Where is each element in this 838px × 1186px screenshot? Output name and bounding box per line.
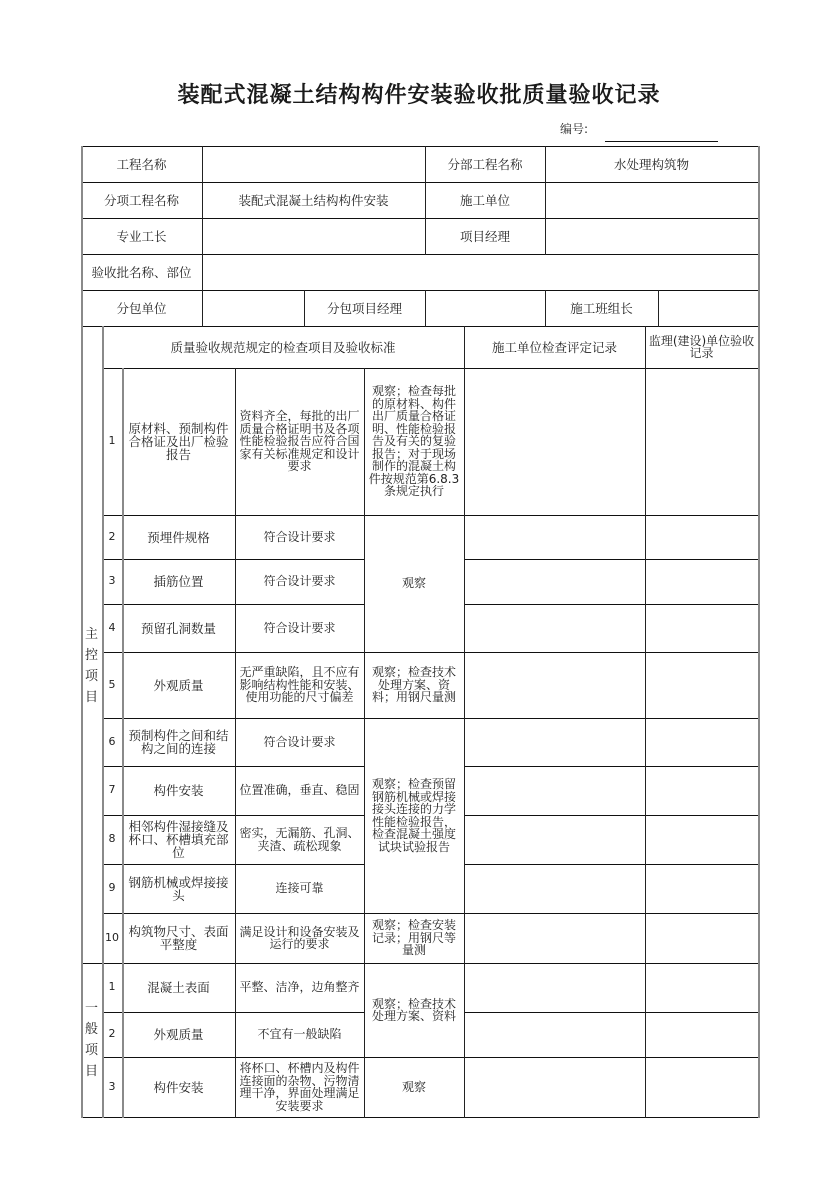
method-10: 观察；检查安装记录；用钢尺等量测 — [371, 918, 456, 958]
grid-line — [364, 652, 465, 653]
supervisor-record-cell[interactable] — [645, 1057, 758, 1117]
grid-line — [464, 864, 759, 865]
category-char: 主 — [84, 626, 98, 642]
grid-line — [464, 604, 759, 605]
grid-line — [425, 146, 426, 255]
subitem-label: 分项工程名称 — [103, 192, 179, 208]
grid-line — [81, 963, 759, 964]
item-number: 3 — [108, 574, 116, 588]
grid-line — [464, 1012, 759, 1013]
grid-line — [364, 718, 465, 719]
contractor-record-cell[interactable] — [464, 515, 645, 559]
division-label: 分部工程名称 — [447, 156, 523, 172]
grid-line — [102, 604, 365, 605]
contractor-record-cell[interactable] — [464, 368, 645, 515]
item-standard: 连接可靠 — [275, 881, 324, 896]
method-6-9: 观察；检查预留钢筋机械或焊接接头连接的力学性能检验报告，检查混凝土强度试块试验报告 — [371, 777, 456, 854]
contractor-record-cell[interactable] — [464, 652, 645, 718]
item-number: 7 — [108, 783, 116, 797]
item-standard: 符合设计要求 — [263, 529, 336, 544]
grid-line — [102, 1012, 365, 1013]
contractor-record-cell[interactable] — [464, 604, 645, 652]
grid-line — [102, 864, 365, 865]
grid-line — [464, 515, 759, 516]
grid-line — [102, 766, 365, 767]
item-number: 10 — [105, 930, 119, 944]
contractor-record-cell[interactable] — [464, 1012, 645, 1057]
grid-line — [235, 368, 236, 1118]
item-standard: 无严重缺陷，且不应有影响结构性能和安装、使用功能的尺寸偏差 — [239, 665, 360, 705]
item-standard: 不宜有一般缺陷 — [257, 1027, 342, 1042]
grid-line — [464, 718, 759, 719]
grid-line — [658, 290, 659, 327]
grid-line — [122, 368, 124, 1118]
category-char: 控 — [84, 647, 98, 663]
contractor-record-cell[interactable] — [464, 815, 645, 864]
code-field[interactable] — [605, 141, 718, 142]
supervisor-record-cell[interactable] — [645, 963, 758, 1012]
item-name: 预制构件之间和结构之间的连接 — [128, 728, 229, 756]
grid-line — [81, 254, 759, 255]
grid-line — [102, 326, 104, 1118]
item-name: 预埋件规格 — [147, 529, 210, 545]
grid-line — [464, 815, 759, 816]
contractor-label: 施工单位 — [459, 192, 510, 208]
supervisor-record-cell[interactable] — [645, 1012, 758, 1057]
item-number: 9 — [108, 881, 116, 895]
batch-value[interactable] — [202, 254, 758, 290]
category-char: 项 — [84, 668, 98, 684]
category-char: 项 — [84, 1043, 98, 1058]
contractor-value[interactable] — [545, 182, 758, 218]
supervisor-record-cell[interactable] — [645, 652, 758, 718]
item-standard: 满足设计和设备安装及运行的要求 — [239, 924, 360, 951]
grid-line — [81, 218, 759, 219]
item-number: 2 — [108, 529, 116, 543]
grid-line — [464, 913, 759, 914]
item-standard: 符合设计要求 — [263, 574, 336, 589]
item-standard: 密实，无漏筋、孔洞、夹渣、疏松现象 — [239, 826, 360, 853]
grid-line — [81, 146, 759, 147]
general-method-1-2: 观察；检查技术处理方案、资料 — [371, 996, 456, 1023]
item-number: 4 — [108, 620, 116, 634]
contractor-record-cell[interactable] — [464, 963, 645, 1012]
standard-header: 质量验收规范规定的检查项目及验收标准 — [170, 339, 396, 355]
item-number: 6 — [108, 734, 116, 748]
subitem-value[interactable]: 装配式混凝土结构构件安装 — [238, 192, 389, 208]
grid-line — [102, 368, 759, 369]
category-char: 般 — [84, 1022, 98, 1037]
item-number: 2 — [108, 1027, 116, 1041]
grid-line — [304, 290, 305, 327]
supervisor-record-cell[interactable] — [645, 718, 758, 766]
main-control-category — [81, 368, 102, 963]
item-standard: 位置准确，垂直、稳固 — [239, 783, 360, 798]
grid-line — [545, 146, 546, 255]
item-name: 外观质量 — [153, 1027, 204, 1042]
supervisor-record-cell[interactable] — [645, 559, 758, 604]
item-name: 构件安装 — [153, 1079, 204, 1095]
method-1: 观察；检查每批的原材料、构件出厂质量合格证明、性能检验报告及有关的复验报告；对于现场制作的混凝土构件按规范第6.8.3条规定执行 — [368, 384, 460, 499]
category-char: 目 — [84, 689, 98, 705]
grid-line — [464, 766, 759, 767]
grid-line — [202, 146, 203, 327]
grid-line — [102, 718, 365, 719]
item-name: 外观质量 — [153, 677, 204, 693]
category-char: 一 — [84, 1001, 98, 1016]
foreman-value[interactable] — [202, 218, 425, 254]
grid-line — [102, 515, 365, 516]
general-category — [81, 963, 102, 1117]
item-standard: 符合设计要求 — [263, 734, 336, 749]
page-title: 装配式混凝土结构构件安装验收批质量验收记录 — [177, 83, 661, 108]
division-value[interactable]: 水处理构筑物 — [613, 156, 689, 172]
grid-line — [645, 326, 646, 1118]
item-number: 5 — [108, 677, 116, 691]
team-leader-value[interactable] — [658, 290, 758, 326]
grid-line — [364, 515, 465, 516]
item-number: 1 — [108, 434, 116, 448]
grid-line — [758, 146, 760, 1118]
grid-line — [102, 559, 365, 560]
project-name-label: 工程名称 — [116, 156, 167, 172]
supervisor-record-cell[interactable] — [645, 368, 758, 515]
sub-pm-value[interactable] — [425, 290, 545, 326]
grid-line — [102, 815, 365, 816]
item-standard: 将杯口、杯槽内及构件连接面的杂物、污物清理干净，界面处理满足安装要求 — [239, 1061, 360, 1113]
grid-line — [425, 290, 426, 327]
grid-line — [81, 146, 83, 1118]
item-standard: 平整、洁净，边角整齐 — [239, 980, 360, 995]
category-char: 目 — [84, 1064, 98, 1079]
batch-label: 验收批名称、部位 — [91, 264, 192, 280]
item-number: 8 — [108, 832, 116, 846]
grid-line — [364, 1057, 465, 1058]
code-label: 编号: — [560, 122, 589, 136]
grid-line — [102, 652, 365, 653]
contractor-record-cell[interactable] — [464, 913, 645, 963]
method-2-4: 观察 — [401, 576, 426, 591]
item-name: 预留孔洞数量 — [140, 620, 216, 636]
grid-line — [464, 1057, 759, 1058]
pm-value[interactable] — [545, 218, 758, 254]
item-standard: 资料齐全，每批的出厂质量合格证明书及各项性能检验报告应符合国家有关标准规定和设计要求 — [239, 409, 360, 474]
contractor-record-cell[interactable] — [464, 718, 645, 766]
supervisor-record-cell[interactable] — [645, 604, 758, 652]
grid-line — [545, 290, 546, 327]
grid-line — [81, 1117, 759, 1118]
supervisor-record-cell[interactable] — [645, 766, 758, 815]
grid-line — [464, 559, 759, 560]
item-name: 插筋位置 — [153, 574, 204, 589]
grid-line — [364, 368, 365, 1118]
contractor-record-cell[interactable] — [464, 1057, 645, 1117]
supervisor-record-header: 监理(建设)单位验收记录 — [648, 333, 755, 360]
sub-pm-label: 分包项目经理 — [326, 300, 402, 316]
contractor-record-cell[interactable] — [464, 559, 645, 604]
item-number: 1 — [108, 980, 116, 994]
supervisor-record-cell[interactable] — [645, 913, 758, 963]
supervisor-record-cell[interactable] — [645, 864, 758, 913]
item-name: 原材料、预制构件合格证及出厂检验报告 — [128, 421, 229, 462]
sub-unit-label: 分包单位 — [116, 300, 167, 316]
grid-line — [81, 182, 759, 183]
team-leader-label: 施工班组长 — [570, 300, 633, 316]
contractor-record-header: 施工单位检查评定记录 — [491, 339, 617, 355]
item-standard: 符合设计要求 — [263, 620, 336, 635]
grid-line — [464, 652, 759, 653]
item-name: 构筑物尺寸、表面平整度 — [128, 924, 229, 952]
item-number: 3 — [108, 1079, 116, 1093]
sub-unit-value[interactable] — [202, 290, 304, 326]
contractor-record-cell[interactable] — [464, 766, 645, 815]
supervisor-record-cell[interactable] — [645, 815, 758, 864]
contractor-record-cell[interactable] — [464, 864, 645, 913]
supervisor-record-cell[interactable] — [645, 515, 758, 559]
pm-label: 项目经理 — [459, 228, 510, 244]
foreman-label: 专业工长 — [116, 228, 167, 244]
item-name: 构件安装 — [153, 783, 204, 798]
item-name: 相邻构件湿接缝及杯口、杯槽填充部位 — [128, 819, 229, 860]
grid-line — [464, 326, 465, 1118]
grid-line — [364, 913, 465, 914]
item-name: 钢筋机械或焊接接头 — [128, 874, 229, 903]
grid-line — [102, 913, 365, 914]
project-name-value[interactable] — [202, 146, 425, 182]
grid-line — [102, 1057, 365, 1058]
general-method-3: 观察 — [401, 1079, 426, 1094]
item-name: 混凝土表面 — [147, 980, 210, 995]
method-5: 观察；检查技术处理方案、资料；用钢尺量测 — [371, 665, 456, 705]
